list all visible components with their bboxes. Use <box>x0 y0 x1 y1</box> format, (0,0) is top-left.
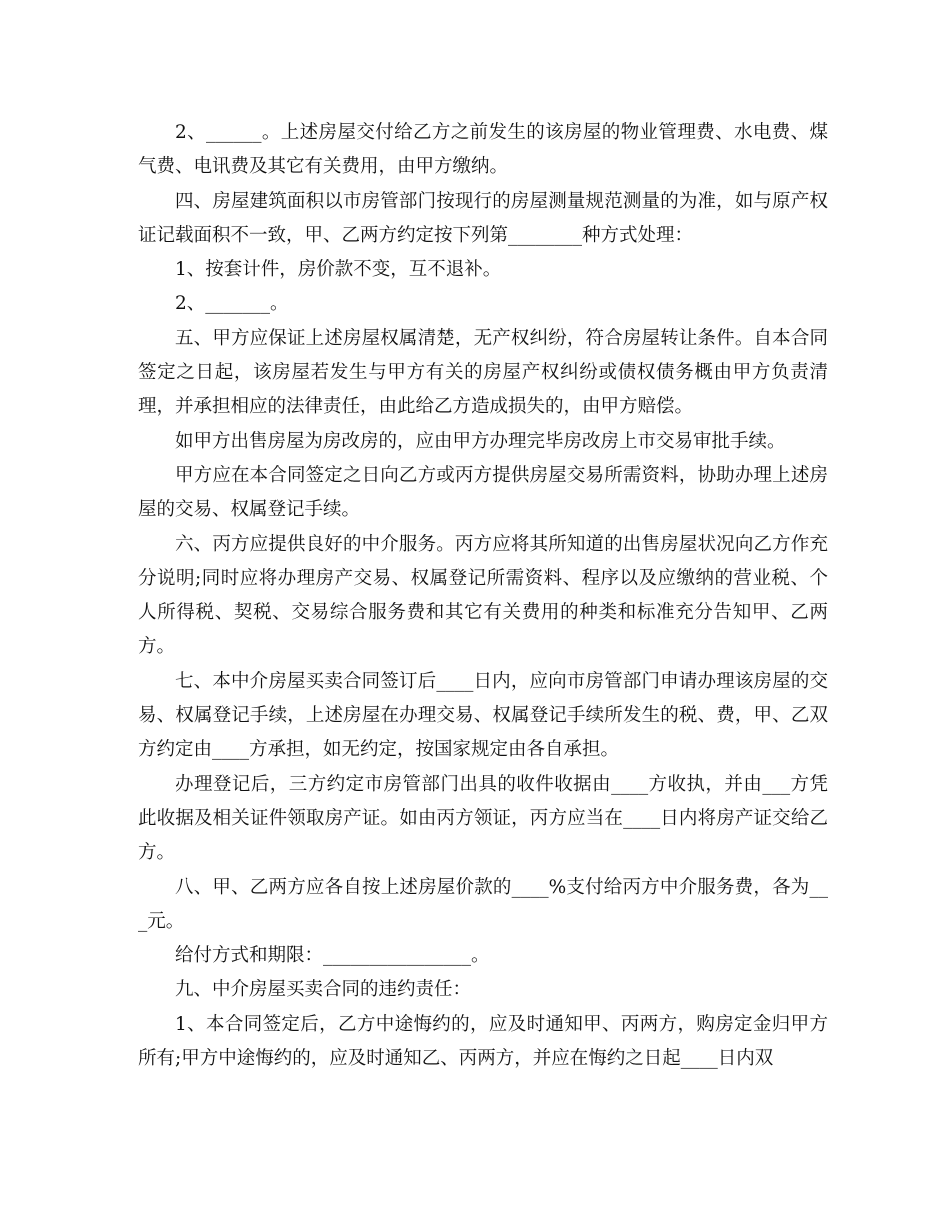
paragraph-clause-7-registration: 七、本中介房屋买卖合同签订后____日内，应向市房管部门申请办理该房屋的交易、权属登记手续，上述房屋在办理交易、权属登记手续所发生的税、费，甲、乙双方约定由____方承担，如无约定，按国家规定由各自承担。 <box>138 670 828 761</box>
paragraph-clause-9-item-1: 1、本合同签定后，乙方中途悔约的，应及时通知甲、丙两方，购房定金归甲方所有;甲方中途悔约的，应及时通知乙、丙两方，并应在悔约之日起____日内双 <box>138 1013 828 1070</box>
paragraph-provide-documents: 甲方应在本合同签定之日向乙方或丙方提供房屋交易所需资料，协助办理上述房屋的交易、权属登记手续。 <box>138 464 828 521</box>
paragraph-clause-4-area: 四、房屋建筑面积以市房管部门按现行的房屋测量规范测量的为准，如与原产权证记载面积不一致，甲、乙两方约定按下列第________种方式处理： <box>138 190 828 246</box>
paragraph-clause-6-agency-service: 六、丙方应提供良好的中介服务。丙方应将其所知道的出售房屋状况向乙方作充分说明;同时应将办理房产交易、权属登记所需资料、程序以及应缴纳的营业税、个人所得税、契税、交易综合服务费和其它有关费用的种类和标准充分告知甲、乙两方。 <box>138 533 828 658</box>
paragraph-clause-9-breach: 九、中介房屋买卖合同的违约责任： <box>175 979 472 1001</box>
paragraph-clause-4-option-1: 1、按套计件，房价款不变，互不退补。 <box>175 259 502 281</box>
paragraph-housing-reform: 如甲方出售房屋为房改房的，应由甲方办理完毕房改房上市交易审批手续。 <box>175 430 786 452</box>
paragraph-clause-8-agency-fee: 八、甲、乙两方应各自按上述房屋价款的____%支付给丙方中介服务费，各为___元。 <box>138 876 828 932</box>
paragraph-clause-4-option-2: 2、_______。 <box>175 293 289 315</box>
contract-body <box>138 116 828 1076</box>
paragraph-payment-method: 给付方式和期限：________________。 <box>175 945 490 967</box>
paragraph-clause-5-title-guarantee: 五、甲方应保证上述房屋权属清楚，无产权纠纷，符合房屋转让条件。自本合同签定之日起，该房屋若发生与甲方有关的房屋产权纠纷或债权债务概由甲方负责清理，并承担相应的法律责任，由此给乙方造成损失的，由甲方赔偿。 <box>138 327 828 418</box>
paragraph-item-2-handover-fees: 2、______。上述房屋交付给乙方之前发生的该房屋的物业管理费、水电费、煤气费、电讯费及其它有关费用，由甲方缴纳。 <box>138 122 828 178</box>
paragraph-certificate-collection: 办理登记后，三方约定市房管部门出具的收件收据由____方收执，并由___方凭此收据及相关证件领取房产证。如由丙方领证，丙方应当在____日内将房产证交给乙方。 <box>138 773 828 864</box>
